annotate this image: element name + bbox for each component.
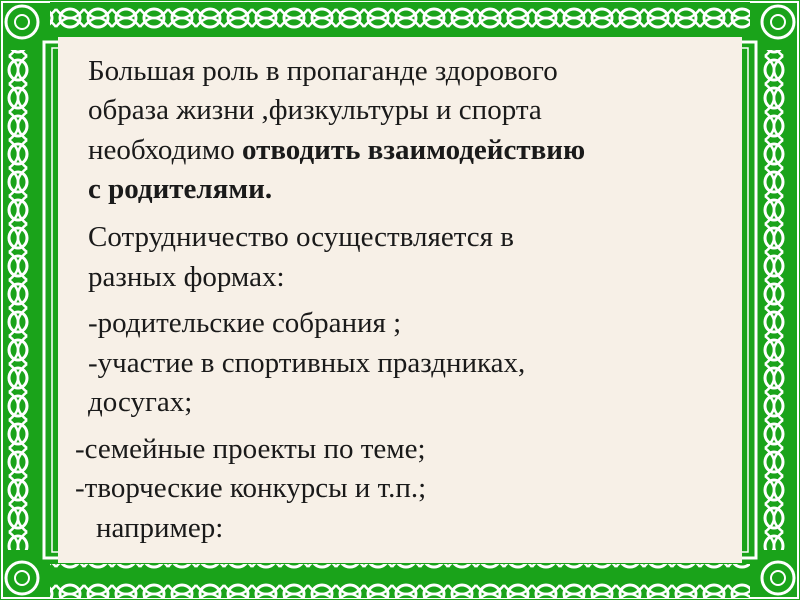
- list-item-2-line2: досугах;: [88, 386, 193, 418]
- paragraph1-line3-regular: необходимо: [88, 134, 242, 166]
- text-block: [58, 37, 742, 563]
- list-item-1: -родительские собрания ;: [88, 307, 402, 339]
- content-panel: [58, 37, 742, 563]
- paragraph1-line4: с родителями.: [88, 173, 273, 205]
- paragraph2-line1: Сотрудничество осуществляется в: [88, 221, 514, 253]
- list-item-2-line1: -участие в спортивных праздниках,: [88, 347, 526, 379]
- paragraph1-line3-bold: отводить взаимодействию: [241, 134, 586, 166]
- list-item-3: -семейные проекты по теме;: [75, 433, 426, 465]
- paragraph1-line3: [88, 132, 585, 169]
- paragraph1-line1: Большая роль в пропаганде здорового: [88, 55, 558, 87]
- list-item-4: -творческие конкурсы и т.п.;: [75, 472, 427, 504]
- list-item-5: например:: [96, 512, 224, 544]
- paragraph1-line2: образа жизни ,физкультуры и спорта: [88, 94, 542, 126]
- paragraph2-line2: разных формах:: [88, 261, 285, 293]
